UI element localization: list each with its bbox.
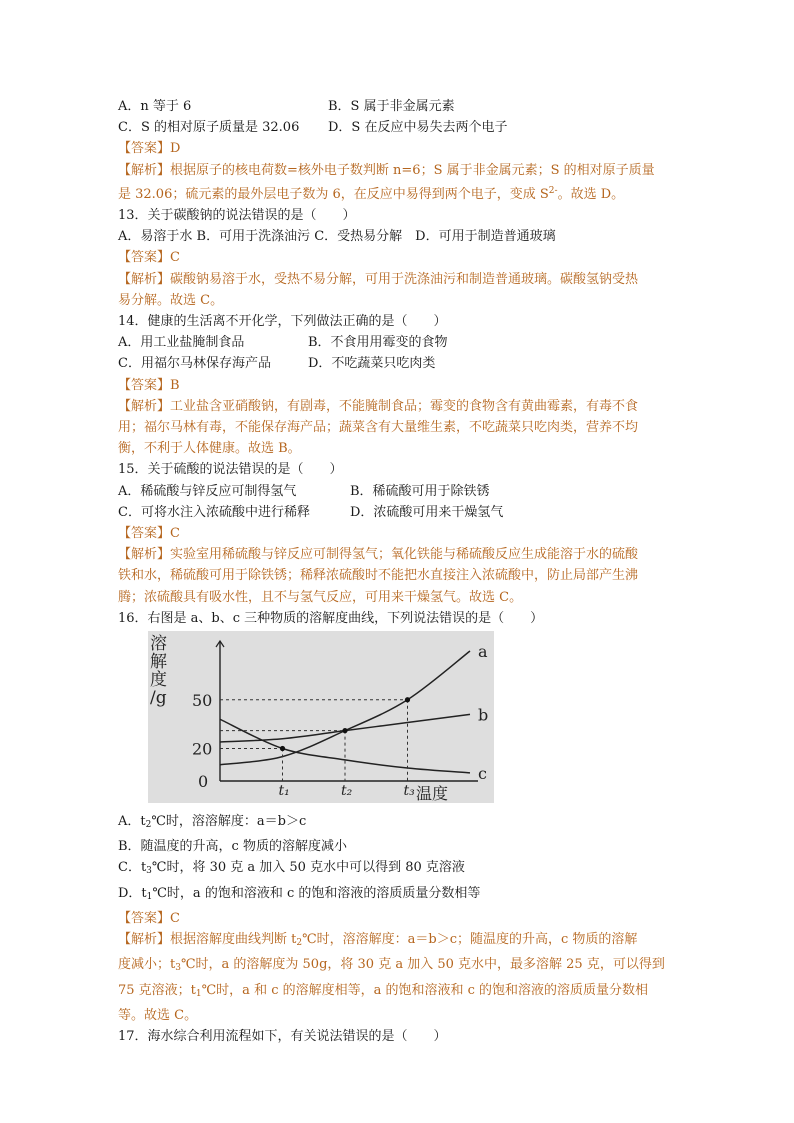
q13-answer bbox=[118, 247, 678, 268]
q17-stem: 17．海水综合利用流程如下，有关说法错误的是（ ） bbox=[118, 1028, 447, 1044]
y-tick-label: 0 bbox=[198, 772, 209, 792]
q16-option-c[interactable] bbox=[118, 857, 678, 882]
q14-option-b[interactable]: B．不食用用霉变的食物 bbox=[308, 335, 448, 351]
q15-analysis-cont2: 腾；浓硫酸具有吸水性，且不与氢气反应，可用来干燥氢气。故选 C。 bbox=[118, 589, 523, 605]
q16-stem: 16．右图是 a、b、c 三种物质的溶解度曲线，下列说法错误的是（ ） bbox=[118, 610, 544, 626]
q12-option-c[interactable]: C．S 的相对原子质量是 32.06 bbox=[118, 120, 300, 136]
x-tick-label: t₃ bbox=[403, 783, 415, 800]
intersection-point-t₁ bbox=[280, 746, 285, 751]
analysis-label: 【解析】 bbox=[118, 271, 171, 287]
answer-label: 【答案】 bbox=[118, 141, 171, 157]
q14-analysis-cont: 用；福尔马林有毒，不能保存海产品；蔬菜含有大量维生素，不吃蔬菜只吃肉类，营养不均 bbox=[118, 420, 639, 436]
q16-option-a[interactable] bbox=[118, 811, 678, 836]
q15-analysis-cont: 铁和水，稀硫酸可用于除铁锈；稀释浓硫酸时不能把水直接注入浓硫酸中，防止局部产生沸 bbox=[118, 568, 639, 584]
answer-value: C bbox=[170, 250, 180, 266]
analysis-label: 【解析】 bbox=[118, 162, 171, 178]
option-text: ℃时，a 的饱和溶液和 c 的饱和溶液的溶质质量分数相等 bbox=[152, 885, 481, 901]
q12-options-row1 bbox=[118, 96, 678, 117]
q15-options-row1 bbox=[118, 481, 678, 502]
q16-analysis-cont bbox=[118, 954, 678, 979]
intersection-point-t₂ bbox=[342, 728, 347, 733]
y-axis-label: /g bbox=[150, 688, 167, 709]
q12-option-b[interactable]: B．S 属于非金属元素 bbox=[328, 99, 455, 114]
q16-answer bbox=[118, 908, 678, 929]
q12-analysis bbox=[118, 160, 678, 181]
q15-option-a[interactable]: A．稀硫酸与锌反应可制得氢气 bbox=[118, 483, 297, 499]
analysis-label: 【解析】 bbox=[118, 547, 171, 563]
q15-stem: 15．关于硫酸的说法错误的是（ ） bbox=[118, 462, 343, 478]
answer-value: C bbox=[170, 910, 180, 926]
q13-stem: 13．关于碳酸钠的说法错误的是（ ） bbox=[118, 208, 356, 224]
q12-options-row2 bbox=[118, 117, 678, 138]
analysis-text: 根据原子的核电荷数=核外电子数判断 n=6；S 属于非金属元素；S 的相对原子质量 bbox=[170, 162, 655, 178]
analysis-text: 实验室用稀硫酸与锌反应可制得氢气；氧化铁能与稀硫酸反应生成能溶于水的硫酸 bbox=[170, 547, 639, 563]
q16-analysis-cont2 bbox=[118, 980, 678, 1005]
q16-option-d[interactable] bbox=[118, 883, 678, 908]
answer-label: 【答案】 bbox=[118, 910, 171, 926]
q12-option-a[interactable]: A．n 等于 6 bbox=[118, 99, 192, 114]
y-axis-label: 度 bbox=[150, 670, 167, 691]
answer-label: 【答案】 bbox=[118, 250, 171, 266]
q16-analysis bbox=[118, 929, 678, 954]
q14-option-a[interactable]: A．用工业盐腌制食品 bbox=[118, 335, 245, 351]
q14-analysis bbox=[118, 396, 678, 417]
q13-analysis bbox=[118, 269, 678, 290]
option-text: D．t bbox=[118, 885, 147, 901]
q16-analysis-cont3: 等。故选 C。 bbox=[118, 1007, 198, 1023]
series-c-label: c bbox=[478, 763, 487, 783]
y-tick-label: 50 bbox=[192, 690, 213, 710]
subscript: 1 bbox=[195, 988, 202, 999]
q14-option-d[interactable]: D．不吃蔬菜只吃肉类 bbox=[308, 356, 436, 372]
q15-option-d[interactable]: D．浓硫酸可用来干燥氢气 bbox=[350, 504, 504, 520]
analysis-text: 碳酸钠易溶于水，受热不易分解，可用于洗涤油污和制造普通玻璃。碳酸氢钠受热 bbox=[170, 271, 639, 287]
worksheet-content bbox=[118, 96, 678, 1047]
analysis-text: 度减小；t bbox=[118, 957, 176, 973]
q13-options[interactable]: A．易溶于水 B．可用于洗涤油污 C．受热易分解 D．可用于制造普通玻璃 bbox=[118, 229, 556, 245]
q12-analysis-cont bbox=[118, 181, 678, 205]
q16-option-b[interactable]: B．随温度的升高，c 物质的溶解度减小 bbox=[118, 839, 347, 855]
answer-value: B bbox=[170, 377, 180, 393]
series-a-label: a bbox=[478, 642, 488, 662]
series-b-label: b bbox=[478, 705, 489, 725]
analysis-text: 根据溶解度曲线判断 t bbox=[170, 932, 297, 948]
x-axis-label: 温度 bbox=[416, 784, 449, 804]
option-text: A．t bbox=[118, 814, 146, 830]
y-axis-label: 溶 bbox=[150, 634, 167, 655]
q15-option-b[interactable]: B．稀硫酸可用于除铁锈 bbox=[350, 483, 490, 499]
q14-stem: 14．健康的生活离不开化学，下列做法正确的是（ ） bbox=[118, 314, 447, 330]
q14-analysis-cont2: 衡，不利于人体健康。故选 B。 bbox=[118, 441, 301, 457]
q15-analysis bbox=[118, 544, 678, 565]
q15-answer bbox=[118, 523, 678, 544]
answer-value: C bbox=[170, 526, 180, 542]
q14-options-row2 bbox=[118, 353, 678, 374]
q14-options-row1 bbox=[118, 332, 678, 353]
x-tick-label: t₁ bbox=[278, 783, 290, 800]
analysis-text: ℃时，a 的溶解度为 50g，将 30 克 a 加入 50 克水中，最多溶解 25 克，可以得到 bbox=[180, 957, 665, 973]
solubility-chart bbox=[148, 631, 494, 803]
ion-charge: 2- bbox=[548, 185, 558, 196]
answer-value: D bbox=[170, 141, 181, 157]
subscript: 2 bbox=[145, 820, 152, 831]
analysis-text: 是 32.06；硫元素的最外层电子数为 6，在反应中易得到两个电子，变成 S bbox=[118, 186, 549, 202]
q14-answer bbox=[118, 375, 678, 396]
q15-options-row2 bbox=[118, 502, 678, 523]
option-text: ℃时，将 30 克 a 加入 50 克水中可以得到 80 克溶液 bbox=[151, 860, 465, 876]
subscript: 1 bbox=[146, 891, 153, 902]
analysis-label: 【解析】 bbox=[118, 932, 171, 948]
q15-option-c[interactable]: C．可将水注入浓硫酸中进行稀释 bbox=[118, 504, 310, 520]
option-text: C．t bbox=[118, 860, 147, 876]
q14-option-c[interactable]: C．用福尔马林保存海产品 bbox=[118, 356, 271, 372]
solubility-chart-svg bbox=[148, 631, 494, 803]
answer-label: 【答案】 bbox=[118, 526, 171, 542]
analysis-label: 【解析】 bbox=[118, 398, 171, 414]
analysis-text: 工业盐含亚硝酸钠，有剧毒，不能腌制食品；霉变的食物含有黄曲霉素，有毒不食 bbox=[170, 398, 639, 414]
analysis-text: ℃时，a 和 c 的溶解度相等，a 的饱和溶液和 c 的饱和溶液的溶质质量分数相 bbox=[201, 982, 649, 998]
subscript: 3 bbox=[146, 866, 152, 877]
option-text: ℃时，溶溶解度：a＝b＞c bbox=[151, 814, 307, 830]
q13-analysis-cont: 易分解。故选 C。 bbox=[118, 292, 224, 308]
analysis-text: 。故选 D。 bbox=[557, 186, 625, 202]
intersection-point-t₃ bbox=[405, 697, 410, 702]
y-axis-label: 解 bbox=[150, 652, 167, 673]
analysis-text: ℃时，溶溶解度：a＝b＞c；随温度的升高，c 物质的溶解 bbox=[302, 932, 638, 948]
q12-option-d[interactable]: D．S 在反应中易失去两个电子 bbox=[328, 120, 508, 136]
subscript: 3 bbox=[175, 963, 181, 974]
x-tick-label: t₂ bbox=[341, 783, 353, 800]
answer-label: 【答案】 bbox=[118, 377, 171, 393]
y-tick-label: 20 bbox=[192, 739, 213, 759]
subscript: 2 bbox=[296, 938, 303, 949]
q12-answer bbox=[118, 138, 678, 159]
analysis-text: 75 克溶液；t bbox=[118, 982, 196, 998]
